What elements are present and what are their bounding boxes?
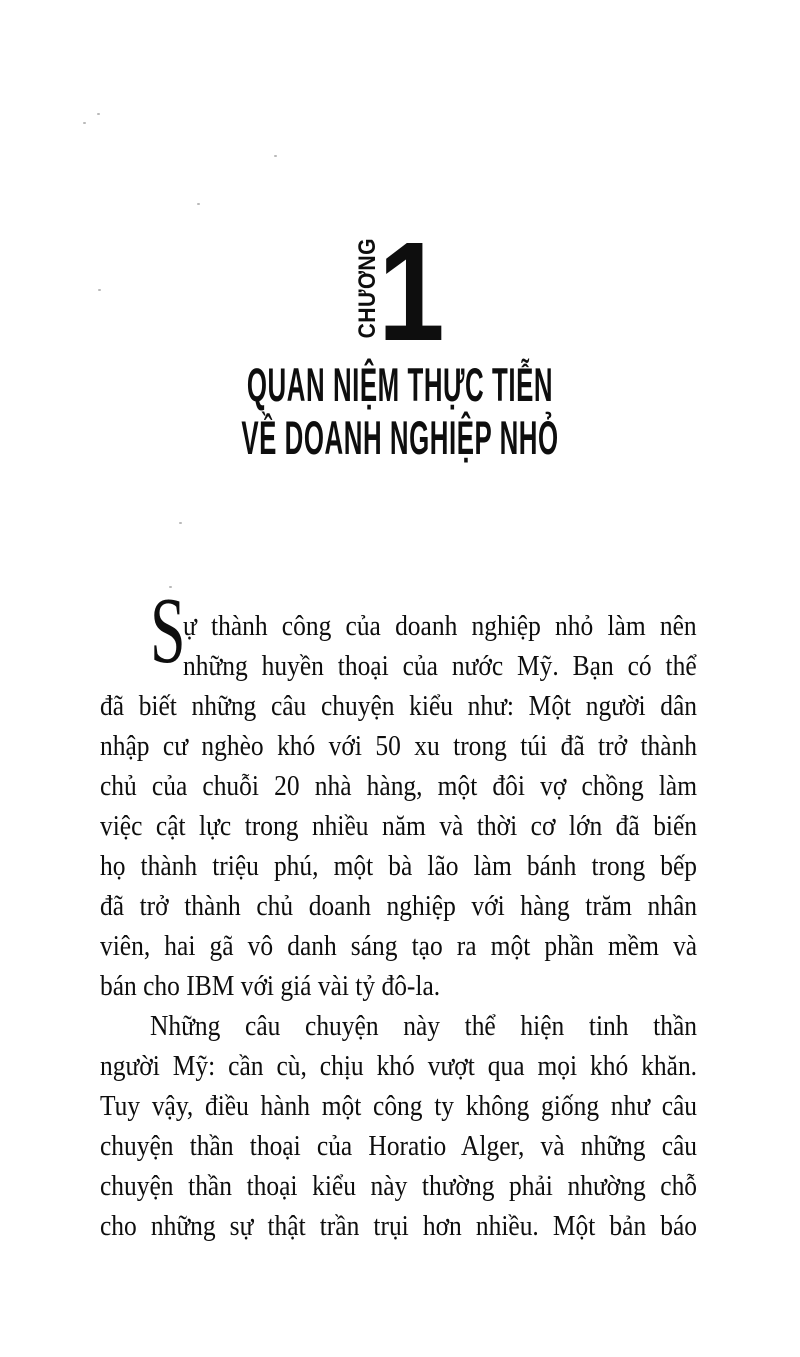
scan-speck <box>179 522 182 524</box>
scan-speck <box>197 203 200 205</box>
text-line: chủ của chuỗi 20 nhà hàng, một đôi vợ chồng làm <box>100 770 698 802</box>
text-line: người Mỹ: cần cù, chịu khó vượt qua mọi khó khăn. <box>100 1050 698 1082</box>
chapter-title-line-1: QUAN NIỆM THỰC TIỄN <box>246 358 554 411</box>
text-line: Tuy vậy, điều hành một công ty không giống như câu <box>100 1090 698 1122</box>
text-line: những huyền thoại của nước Mỹ. Bạn có thể <box>183 650 697 682</box>
scan-speck <box>98 289 101 291</box>
text-line: đã trở thành chủ doanh nghiệp với hàng trăm nhân <box>100 890 698 922</box>
chapter-title-line-2: VỀ DOANH NGHIỆP NHỎ <box>241 411 559 464</box>
text-line: nhập cư nghèo khó với 50 xu trong túi đã trở thành <box>100 730 698 762</box>
chapter-number: 1 <box>378 212 445 370</box>
text-line: đã biết những câu chuyện kiểu như: Một người dân <box>100 690 698 722</box>
scan-speck <box>97 113 100 115</box>
drop-cap: S <box>150 579 186 683</box>
text-line: bán cho IBM với giá vài tỷ đô-la. <box>100 970 441 1002</box>
text-line: việc cật lực trong nhiều năm và thời cơ lớn đã biến <box>100 810 698 842</box>
text-line: Những câu chuyện này thể hiện tinh thần <box>150 1010 697 1042</box>
body-text <box>100 606 800 1246</box>
text-line: chuyện thần thoại của Horatio Alger, và những câu <box>100 1130 698 1162</box>
chapter-label-vertical: CHƯƠNG <box>354 238 381 339</box>
scan-speck <box>83 122 86 124</box>
scan-speck <box>274 155 277 157</box>
text-line: ự thành công của doanh nghiệp nhỏ làm nên <box>183 610 697 642</box>
text-line: cho những sự thật trần trụi hơn nhiều. Một bản báo <box>100 1210 698 1242</box>
paragraph-2 <box>100 1006 800 1246</box>
text-line: họ thành triệu phú, một bà lão làm bánh trong bếp <box>100 850 698 882</box>
text-line: chuyện thần thoại kiểu này thường phải nhường chỗ <box>100 1170 698 1202</box>
paragraph-1 <box>100 606 800 1006</box>
text-line: viên, hai gã vô danh sáng tạo ra một phần mềm và <box>100 930 698 962</box>
